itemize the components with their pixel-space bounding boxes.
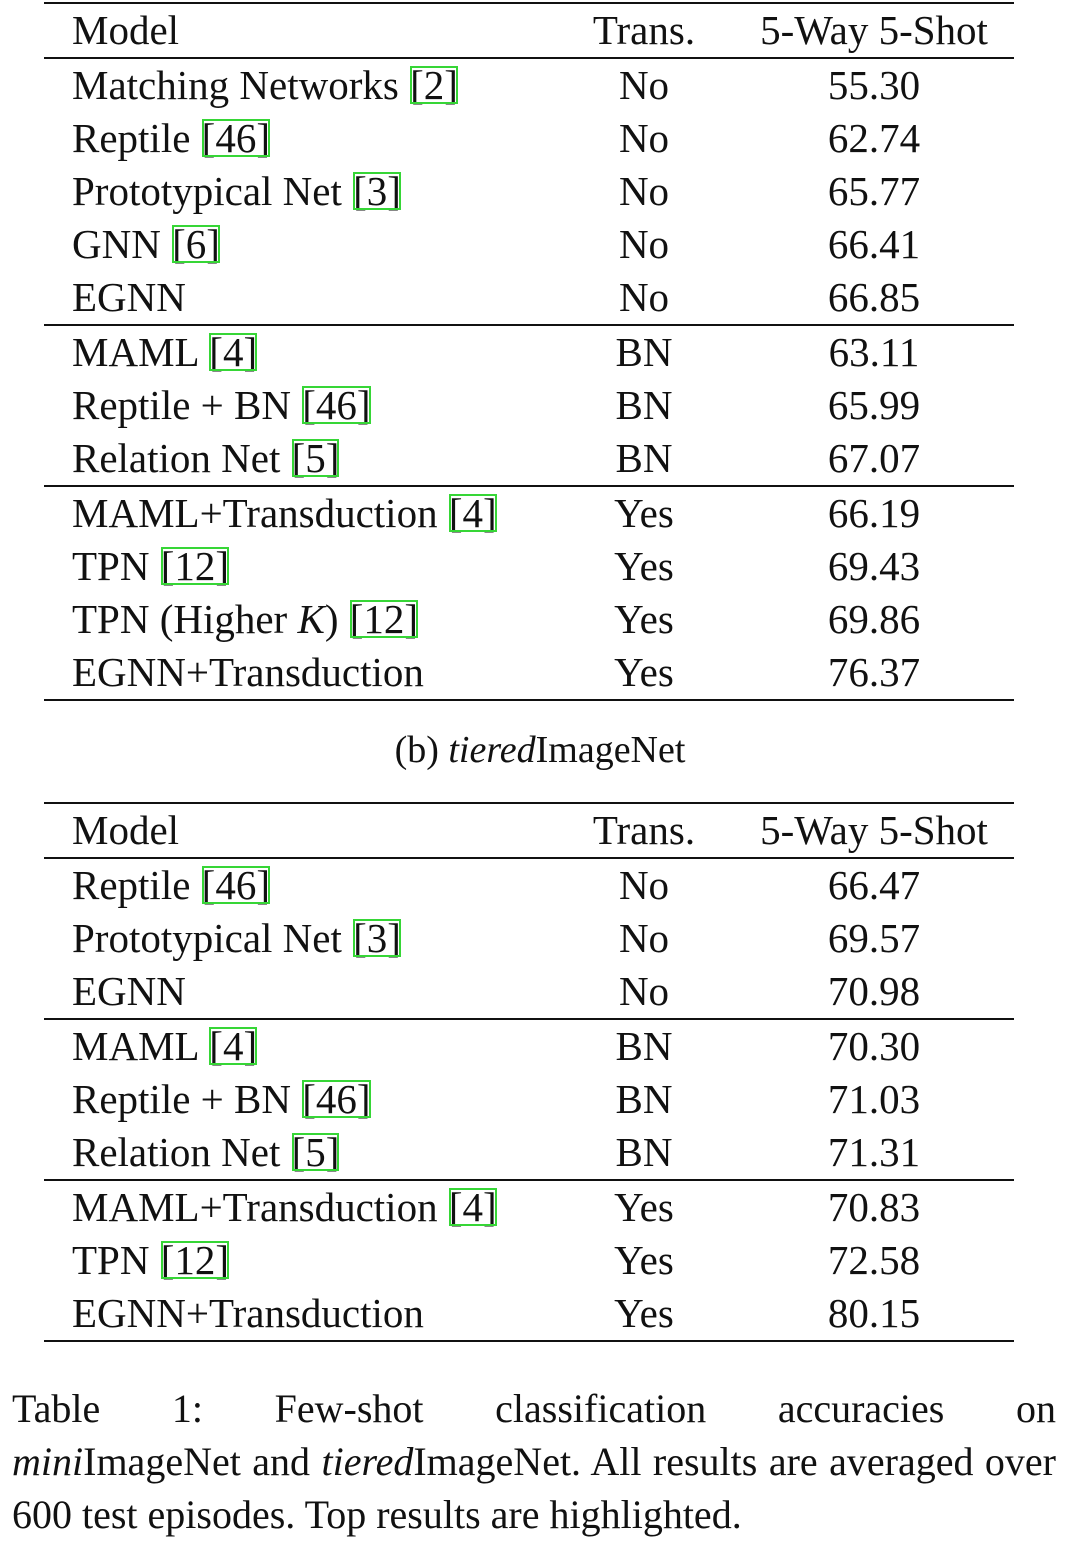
citation-link[interactable]: [4] bbox=[209, 329, 258, 375]
trans-cell: No bbox=[618, 915, 670, 961]
model-cell bbox=[44, 379, 554, 432]
caption-first-line bbox=[12, 1382, 1056, 1435]
citation-number: 4 bbox=[462, 490, 483, 536]
model-name: Prototypical Net bbox=[72, 168, 342, 214]
model-cell bbox=[44, 218, 554, 271]
header-model: Model bbox=[72, 807, 180, 853]
citation-number: 3 bbox=[366, 168, 388, 214]
model-cell bbox=[44, 912, 554, 965]
citation-number: 6 bbox=[185, 221, 207, 267]
model-name: Reptile bbox=[72, 862, 191, 908]
table-row bbox=[44, 112, 1014, 165]
model-name: EGNN bbox=[72, 274, 186, 320]
citation-link[interactable]: [12] bbox=[349, 596, 419, 642]
model-name-suffix: ) bbox=[324, 596, 339, 642]
trans-cell: No bbox=[618, 968, 670, 1014]
model-name: Matching Networks bbox=[72, 62, 399, 108]
caption-word: classification bbox=[495, 1386, 707, 1431]
citation-link[interactable]: [4] bbox=[448, 1184, 497, 1230]
trans-cell: Yes bbox=[614, 596, 674, 642]
model-cell bbox=[44, 1126, 554, 1180]
results-table-b bbox=[44, 802, 1014, 1342]
row-group bbox=[44, 1019, 1014, 1180]
trans-cell: No bbox=[618, 862, 670, 908]
citation-link[interactable]: [46] bbox=[302, 1076, 371, 1122]
trans-cell: Yes bbox=[614, 649, 674, 695]
caption-word: 1: bbox=[171, 1386, 204, 1431]
accuracy-cell: 62.74 bbox=[827, 115, 921, 161]
model-cell bbox=[44, 58, 554, 112]
model-cell bbox=[44, 112, 554, 165]
model-name: MAML bbox=[72, 329, 199, 375]
citation-number: 46 bbox=[215, 862, 257, 908]
model-name: TPN bbox=[72, 543, 150, 589]
trans-cell: No bbox=[618, 168, 670, 214]
trans-cell: No bbox=[618, 221, 670, 267]
table-row bbox=[44, 540, 1014, 593]
accuracy-cell: 72.58 bbox=[827, 1237, 921, 1283]
caption-word: Table bbox=[12, 1386, 101, 1431]
model-name: Prototypical Net bbox=[72, 915, 342, 961]
table-row bbox=[44, 379, 1014, 432]
accuracy-cell: 66.41 bbox=[827, 221, 921, 267]
model-name: Reptile + BN bbox=[72, 382, 291, 428]
table-row bbox=[44, 1126, 1014, 1180]
model-cell bbox=[44, 165, 554, 218]
accuracy-cell: 66.85 bbox=[827, 274, 921, 320]
trans-cell: Yes bbox=[614, 1184, 674, 1230]
trans-cell: BN bbox=[615, 1129, 673, 1175]
citation-number: 4 bbox=[222, 1023, 244, 1069]
accuracy-cell: 66.47 bbox=[827, 862, 921, 908]
citation-number: 12 bbox=[174, 543, 216, 589]
table-row bbox=[44, 218, 1014, 271]
model-name-italic: K bbox=[297, 596, 325, 642]
table-row bbox=[44, 593, 1014, 646]
model-name: Reptile bbox=[72, 115, 191, 161]
accuracy-cell: 67.07 bbox=[827, 435, 921, 481]
trans-cell: Yes bbox=[614, 490, 674, 536]
citation-number: 46 bbox=[215, 115, 257, 161]
trans-cell: Yes bbox=[614, 1237, 674, 1283]
table-row bbox=[44, 1019, 1014, 1073]
citation-link[interactable]: [46] bbox=[201, 115, 270, 161]
citation-link[interactable]: [3] bbox=[353, 168, 401, 214]
table-row bbox=[44, 165, 1014, 218]
citation-number: 5 bbox=[305, 1129, 326, 1175]
row-group bbox=[44, 858, 1014, 1019]
accuracy-cell: 55.30 bbox=[827, 62, 921, 108]
accuracy-cell: 76.37 bbox=[827, 649, 921, 695]
trans-cell: No bbox=[618, 115, 670, 161]
trans-cell: BN bbox=[615, 382, 673, 428]
table-row bbox=[44, 912, 1014, 965]
caption-tiered: tiered bbox=[321, 1439, 414, 1484]
subcaption-tieredimagenet bbox=[0, 726, 1080, 774]
table-row bbox=[44, 325, 1014, 379]
model-name: EGNN+Transduction bbox=[72, 649, 424, 695]
model-name: MAML+Transduction bbox=[72, 1184, 438, 1230]
accuracy-cell: 65.99 bbox=[827, 382, 921, 428]
citation-link[interactable]: [5] bbox=[291, 435, 340, 481]
trans-cell: BN bbox=[615, 1023, 673, 1069]
citation-link[interactable]: [4] bbox=[448, 490, 497, 536]
model-cell bbox=[44, 1287, 554, 1341]
trans-cell: BN bbox=[615, 435, 673, 481]
table-header-row bbox=[44, 3, 1014, 58]
model-cell bbox=[44, 1073, 554, 1126]
table-row bbox=[44, 486, 1014, 540]
header-trans: Trans. bbox=[592, 807, 696, 853]
model-name: TPN (Higher bbox=[72, 596, 298, 642]
table-header-row bbox=[44, 803, 1014, 858]
model-name: Relation Net bbox=[72, 1129, 281, 1175]
subcaption-prefix: (b) bbox=[394, 729, 449, 771]
citation-number: 4 bbox=[222, 329, 244, 375]
accuracy-cell: 66.19 bbox=[827, 490, 921, 536]
accuracy-cell: 71.31 bbox=[827, 1129, 921, 1175]
model-name: MAML bbox=[72, 1023, 199, 1069]
trans-cell: Yes bbox=[614, 543, 674, 589]
model-cell bbox=[44, 271, 554, 325]
caption-text: ImageNet and bbox=[83, 1439, 322, 1484]
row-group bbox=[44, 325, 1014, 486]
model-name: EGNN bbox=[72, 968, 186, 1014]
table-tieredimagenet bbox=[44, 802, 1014, 1342]
row-group bbox=[44, 1180, 1014, 1341]
subcaption-suffix: ImageNet bbox=[535, 729, 686, 771]
accuracy-cell: 80.15 bbox=[827, 1290, 921, 1336]
trans-cell: BN bbox=[615, 1076, 673, 1122]
table-row bbox=[44, 271, 1014, 325]
header-shot: 5-Way 5-Shot bbox=[760, 7, 988, 53]
citation-link[interactable]: [6] bbox=[172, 221, 220, 267]
citation-number: 12 bbox=[363, 596, 405, 642]
accuracy-cell: 69.57 bbox=[827, 915, 921, 961]
table-miniimagenet bbox=[44, 2, 1014, 701]
citation-number: 46 bbox=[315, 1076, 357, 1122]
table-row bbox=[44, 1073, 1014, 1126]
model-cell bbox=[44, 486, 554, 540]
model-cell bbox=[44, 432, 554, 486]
trans-cell: No bbox=[618, 62, 670, 108]
trans-cell: BN bbox=[615, 329, 673, 375]
caption-mini: mini bbox=[12, 1439, 84, 1484]
model-cell bbox=[44, 1019, 554, 1073]
accuracy-cell: 70.83 bbox=[827, 1184, 921, 1230]
table-row bbox=[44, 1287, 1014, 1341]
table-row bbox=[44, 58, 1014, 112]
model-cell bbox=[44, 965, 554, 1019]
header-shot: 5-Way 5-Shot bbox=[760, 807, 988, 853]
table-caption bbox=[12, 1382, 1056, 1541]
model-cell bbox=[44, 646, 554, 700]
model-name: TPN bbox=[72, 1237, 150, 1283]
accuracy-cell: 69.86 bbox=[827, 596, 921, 642]
model-name: GNN bbox=[72, 221, 161, 267]
citation-number: 12 bbox=[174, 1237, 216, 1283]
caption-word: accuracies bbox=[777, 1386, 945, 1431]
citation-number: 3 bbox=[366, 915, 388, 961]
trans-cell: No bbox=[618, 274, 670, 320]
row-group bbox=[44, 58, 1014, 325]
model-cell bbox=[44, 593, 554, 646]
model-cell bbox=[44, 858, 554, 912]
model-name: Reptile + BN bbox=[72, 1076, 291, 1122]
citation-number: 46 bbox=[315, 382, 357, 428]
model-cell bbox=[44, 1180, 554, 1234]
citation-link[interactable]: [12] bbox=[160, 543, 230, 589]
accuracy-cell: 69.43 bbox=[827, 543, 921, 589]
citation-number: 4 bbox=[462, 1184, 483, 1230]
caption-body bbox=[12, 1435, 1056, 1541]
citation-number: 2 bbox=[423, 62, 445, 108]
caption-word: Few-shot bbox=[274, 1386, 424, 1431]
model-cell bbox=[44, 540, 554, 593]
table-row bbox=[44, 1234, 1014, 1287]
citation-link[interactable]: [4] bbox=[209, 1023, 258, 1069]
citation-link[interactable]: [46] bbox=[201, 862, 270, 908]
model-cell bbox=[44, 1234, 554, 1287]
accuracy-cell: 71.03 bbox=[827, 1076, 921, 1122]
accuracy-cell: 63.11 bbox=[828, 329, 920, 375]
subcaption-italic: tiered bbox=[448, 729, 536, 771]
results-table-a bbox=[44, 2, 1014, 701]
citation-number: 5 bbox=[305, 435, 326, 481]
header-trans: Trans. bbox=[592, 7, 696, 53]
caption-word: on bbox=[1015, 1386, 1056, 1431]
citation-link[interactable]: [5] bbox=[291, 1129, 340, 1175]
model-name: Relation Net bbox=[72, 435, 281, 481]
header-model: Model bbox=[72, 7, 180, 53]
accuracy-cell: 70.30 bbox=[827, 1023, 921, 1069]
model-cell bbox=[44, 325, 554, 379]
accuracy-cell: 70.98 bbox=[827, 968, 921, 1014]
citation-link[interactable]: [2] bbox=[410, 62, 458, 108]
model-name: EGNN+Transduction bbox=[72, 1290, 424, 1336]
table-row bbox=[44, 1180, 1014, 1234]
row-group bbox=[44, 486, 1014, 700]
caption-text: ImageNet. All results are averaged over 600 test episodes. Top results are highlighted. bbox=[12, 1439, 1056, 1537]
citation-link[interactable]: [3] bbox=[353, 915, 401, 961]
citation-link[interactable]: [46] bbox=[302, 382, 371, 428]
table-row bbox=[44, 858, 1014, 912]
table-row bbox=[44, 646, 1014, 700]
table-row bbox=[44, 965, 1014, 1019]
accuracy-cell: 65.77 bbox=[827, 168, 921, 214]
trans-cell: Yes bbox=[614, 1290, 674, 1336]
model-name: MAML+Transduction bbox=[72, 490, 438, 536]
table-row bbox=[44, 432, 1014, 486]
citation-link[interactable]: [12] bbox=[160, 1237, 230, 1283]
